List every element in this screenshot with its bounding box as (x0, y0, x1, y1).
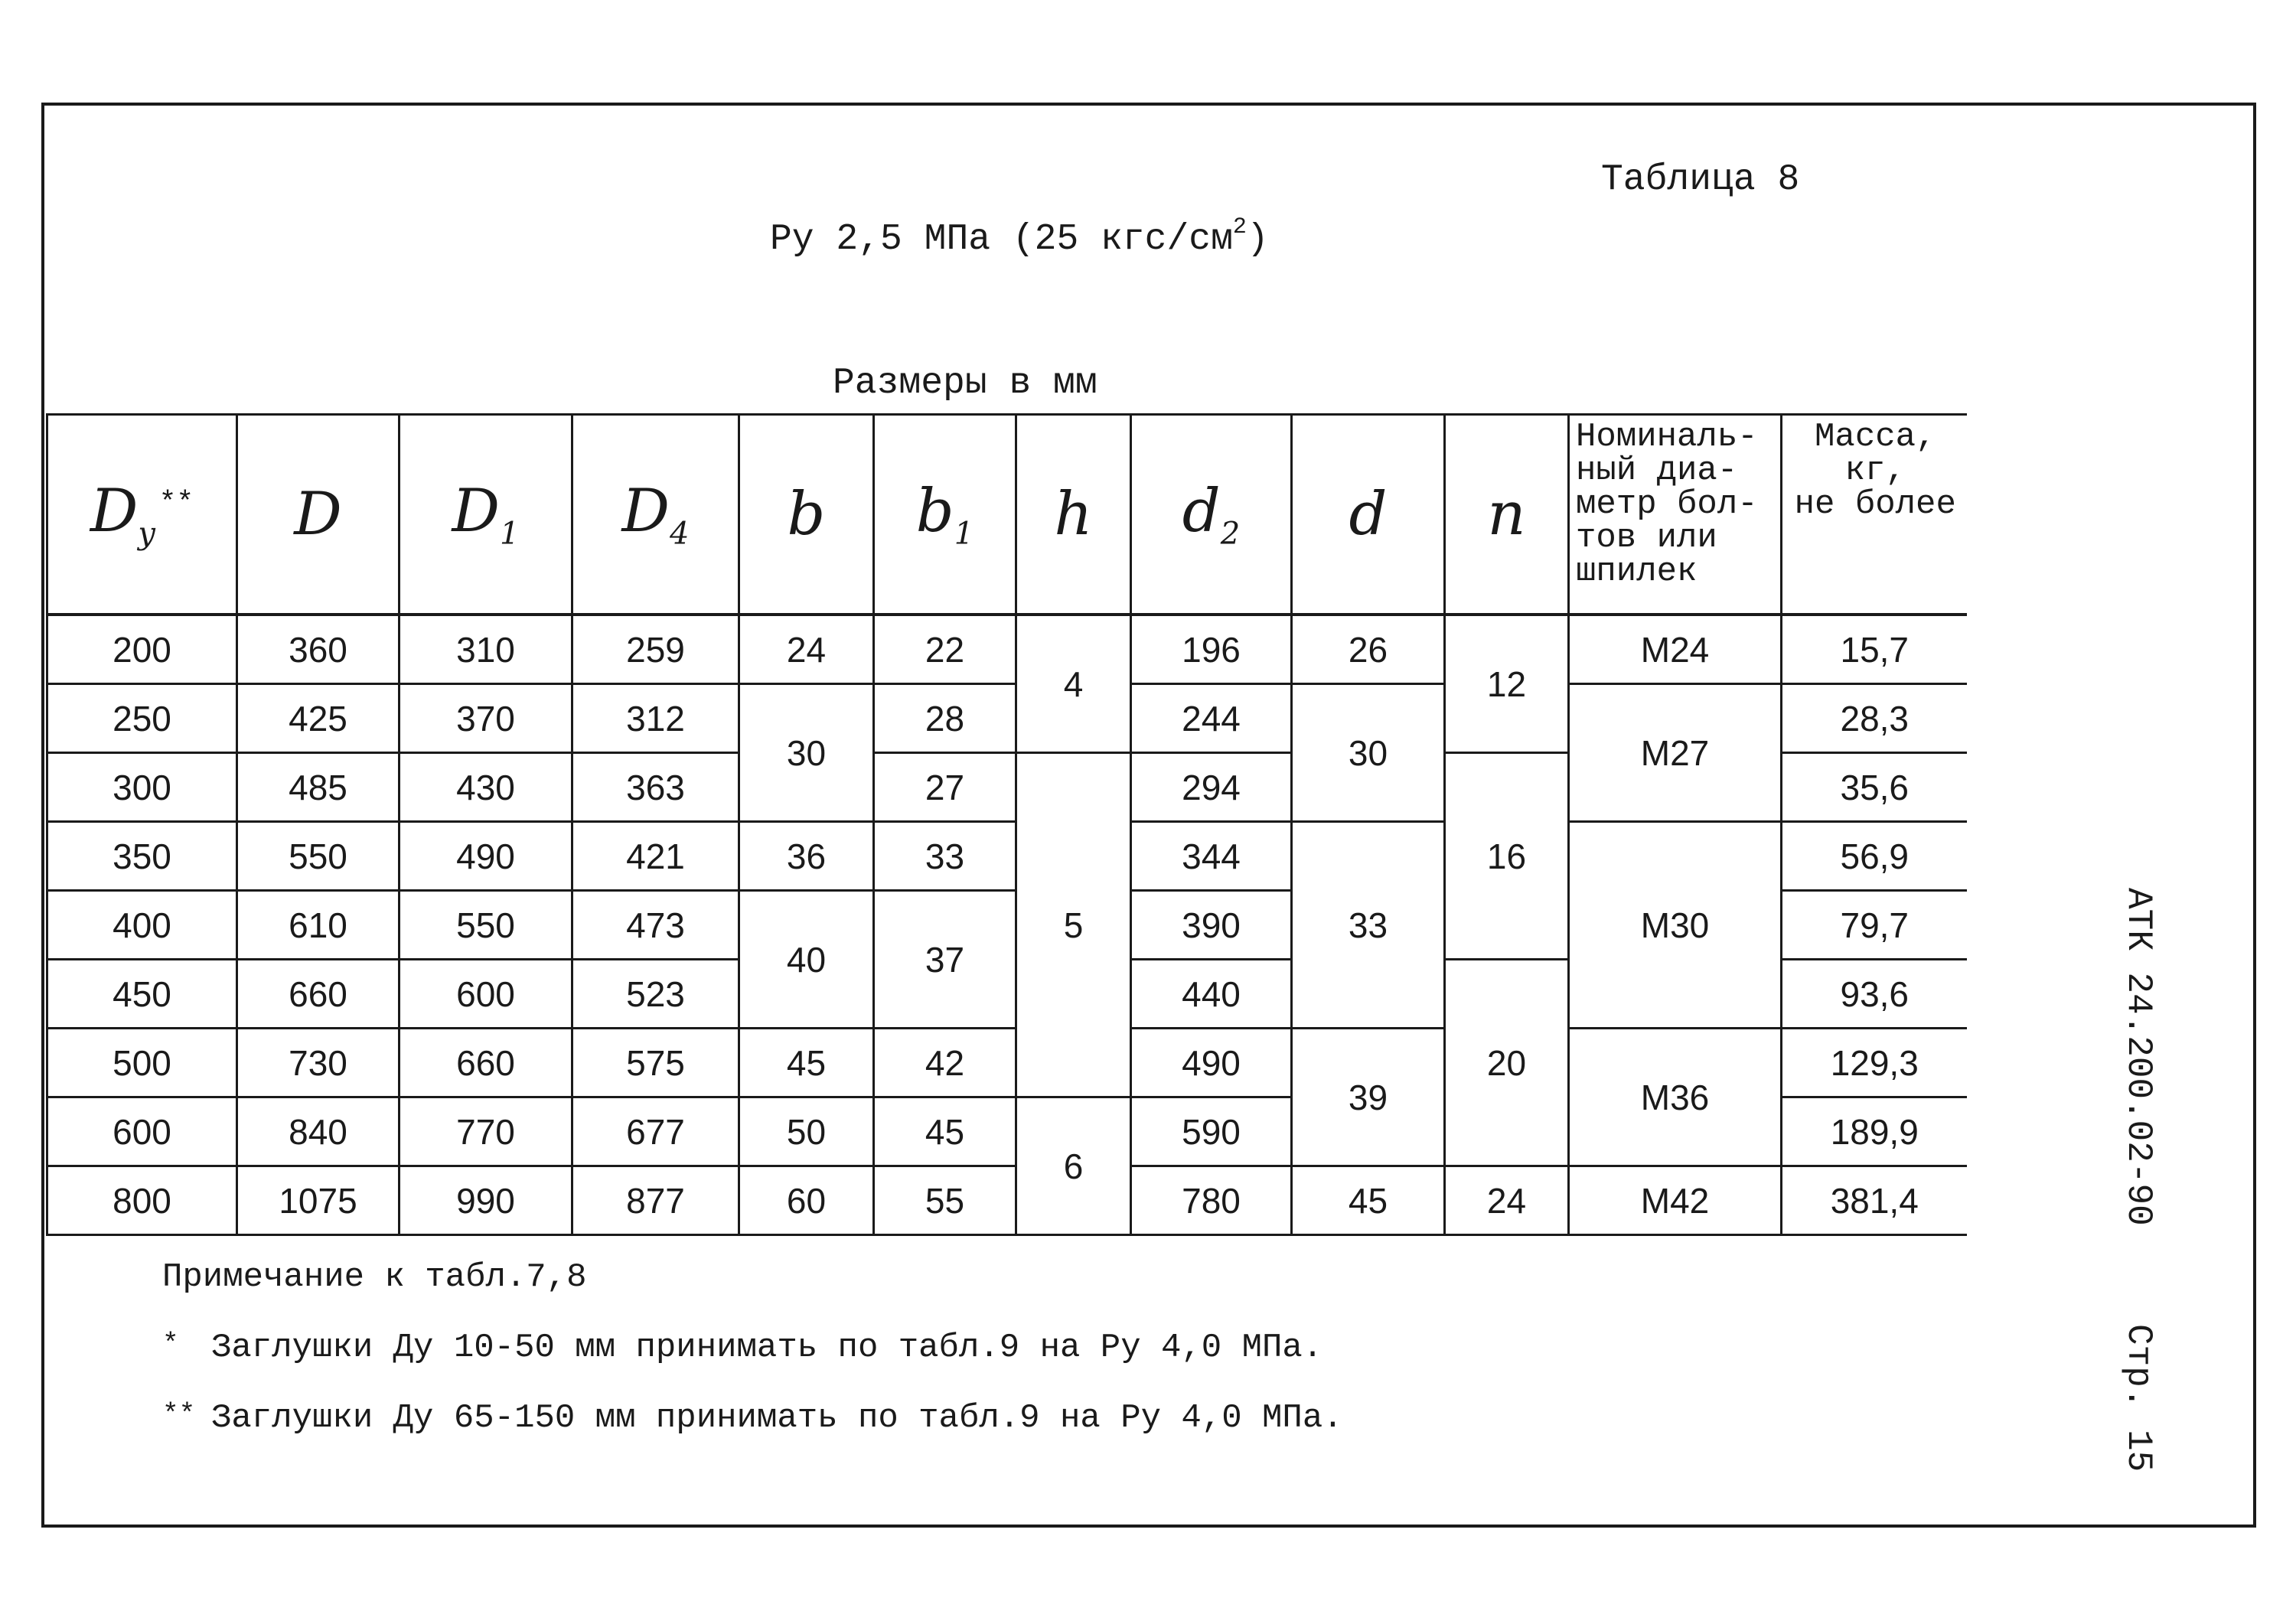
cell-bolt: M30 (1569, 822, 1782, 1029)
cell-dy: 500 (47, 1029, 237, 1097)
cell-dy: 250 (47, 684, 237, 753)
cell-b: 45 (739, 1029, 874, 1097)
cell-d1: 490 (400, 822, 572, 891)
cell-bolt: M36 (1569, 1029, 1782, 1166)
cell-d1: 660 (400, 1029, 572, 1097)
pressure-text: Ру 2,5 МПа (25 кгс/см (770, 219, 1233, 260)
cell-mass: 56,9 (1782, 822, 1967, 891)
cell-d: 1075 (237, 1166, 400, 1235)
pressure-close: ) (1246, 219, 1269, 260)
cell-d2: 590 (1131, 1097, 1292, 1166)
cell-mass: 129,3 (1782, 1029, 1967, 1097)
col-header-h: h (1016, 415, 1131, 615)
cell-d1: 770 (400, 1097, 572, 1166)
cell-bolt: M42 (1569, 1166, 1782, 1235)
cell-dy: 600 (47, 1097, 237, 1166)
cell-d4: 259 (572, 615, 739, 684)
cell-d-small: 39 (1292, 1029, 1445, 1166)
cell-b: 50 (739, 1097, 874, 1166)
cell-n: 20 (1445, 960, 1569, 1166)
cell-d4: 363 (572, 753, 739, 822)
cell-d1: 550 (400, 891, 572, 960)
cell-d4: 421 (572, 822, 739, 891)
cell-mass: 35,6 (1782, 753, 1967, 822)
cell-h: 6 (1016, 1097, 1131, 1235)
cell-bolt: M24 (1569, 615, 1782, 684)
cell-d1: 600 (400, 960, 572, 1029)
units-caption: Размеры в мм (833, 363, 1097, 404)
note-2-text: Заглушки Ду 65-150 мм принимать по табл.9 на Ру 4,0 МПа. (211, 1399, 1343, 1437)
cell-d-small: 30 (1292, 684, 1445, 822)
col-header-d4: $D_4$ (572, 415, 739, 615)
cell-d: 485 (237, 753, 400, 822)
col-header-dy: $D_у^{**}$ (47, 415, 237, 615)
cell-n: 16 (1445, 753, 1569, 960)
cell-d2: 780 (1131, 1166, 1292, 1235)
col-header-d-small: d (1292, 415, 1445, 615)
cell-d4: 312 (572, 684, 739, 753)
cell-b: 30 (739, 684, 874, 822)
cell-b: 40 (739, 891, 874, 1029)
cell-b1: 55 (874, 1166, 1016, 1235)
cell-b1: 37 (874, 891, 1016, 1029)
note-1-text: Заглушки Ду 10-50 мм принимать по табл.9 на Ру 4,0 МПа. (211, 1329, 1323, 1367)
cell-d2: 390 (1131, 891, 1292, 960)
pressure-sup: 2 (1232, 214, 1247, 240)
cell-b1: 45 (874, 1097, 1016, 1166)
cell-mass: 93,6 (1782, 960, 1967, 1029)
cell-d: 730 (237, 1029, 400, 1097)
cell-dy: 800 (47, 1166, 237, 1235)
cell-mass: 28,3 (1782, 684, 1967, 753)
cell-b1: 27 (874, 753, 1016, 822)
cell-d1: 990 (400, 1166, 572, 1235)
cell-d4: 523 (572, 960, 739, 1029)
table-header-row (47, 415, 1967, 615)
cell-b1: 33 (874, 822, 1016, 891)
cell-d2: 440 (1131, 960, 1292, 1029)
cell-h: 5 (1016, 753, 1131, 1097)
cell-mass: 79,7 (1782, 891, 1967, 960)
col-header-bolt-diameter: Номиналь- ный диа- метр бол- тов или шпилек (1569, 415, 1782, 615)
cell-b1: 28 (874, 684, 1016, 753)
col-header-d: D (237, 415, 400, 615)
cell-d: 610 (237, 891, 400, 960)
cell-dy: 200 (47, 615, 237, 684)
table-row (47, 615, 1967, 684)
cell-b: 60 (739, 1166, 874, 1235)
cell-bolt: M27 (1569, 684, 1782, 822)
cell-mass: 15,7 (1782, 615, 1967, 684)
cell-d4: 575 (572, 1029, 739, 1097)
note-title: Примечание к табл.7,8 (162, 1258, 587, 1296)
cell-dy: 350 (47, 822, 237, 891)
table-row (47, 1166, 1967, 1235)
pressure-title (770, 214, 1269, 260)
cell-d: 360 (237, 615, 400, 684)
col-header-d2: $d_2$ (1131, 415, 1292, 615)
table-row (47, 1029, 1967, 1097)
cell-d-small: 45 (1292, 1166, 1445, 1235)
table-label: Таблица 8 (1601, 159, 1800, 201)
cell-n: 12 (1445, 615, 1569, 753)
cell-mass: 189,9 (1782, 1097, 1967, 1166)
cell-d2: 490 (1131, 1029, 1292, 1097)
cell-d: 660 (237, 960, 400, 1029)
table-row (47, 684, 1967, 753)
cell-d4: 473 (572, 891, 739, 960)
document-code: АТК 24.200.02-90 (2118, 888, 2158, 1226)
col-header-d1: $D_1$ (400, 415, 572, 615)
cell-d2: 196 (1131, 615, 1292, 684)
cell-b: 36 (739, 822, 874, 891)
cell-d2: 244 (1131, 684, 1292, 753)
cell-dy: 400 (47, 891, 237, 960)
cell-d4: 677 (572, 1097, 739, 1166)
cell-d: 425 (237, 684, 400, 753)
cell-b: 24 (739, 615, 874, 684)
page-number: Стр. 15 (2118, 1324, 2158, 1472)
note-2-mark: ** (162, 1399, 196, 1430)
col-header-b: b (739, 415, 874, 615)
cell-d4: 877 (572, 1166, 739, 1235)
cell-d1: 310 (400, 615, 572, 684)
dimensions-table (46, 413, 1967, 1236)
col-header-mass: Масса, кг, не более (1782, 415, 1967, 615)
cell-d-small: 33 (1292, 822, 1445, 1029)
col-header-b1: $b_1$ (874, 415, 1016, 615)
cell-dy: 450 (47, 960, 237, 1029)
cell-d2: 294 (1131, 753, 1292, 822)
note-1-mark: * (162, 1329, 179, 1360)
note-1 (162, 1329, 1322, 1367)
cell-d-small: 26 (1292, 615, 1445, 684)
note-2 (162, 1399, 1343, 1437)
cell-b1: 42 (874, 1029, 1016, 1097)
cell-h: 4 (1016, 615, 1131, 753)
cell-n: 24 (1445, 1166, 1569, 1235)
cell-d: 550 (237, 822, 400, 891)
cell-dy: 300 (47, 753, 237, 822)
cell-d1: 370 (400, 684, 572, 753)
cell-d1: 430 (400, 753, 572, 822)
cell-mass: 381,4 (1782, 1166, 1967, 1235)
table-row (47, 822, 1967, 891)
cell-b1: 22 (874, 615, 1016, 684)
cell-d2: 344 (1131, 822, 1292, 891)
cell-d: 840 (237, 1097, 400, 1166)
col-header-n: n (1445, 415, 1569, 615)
